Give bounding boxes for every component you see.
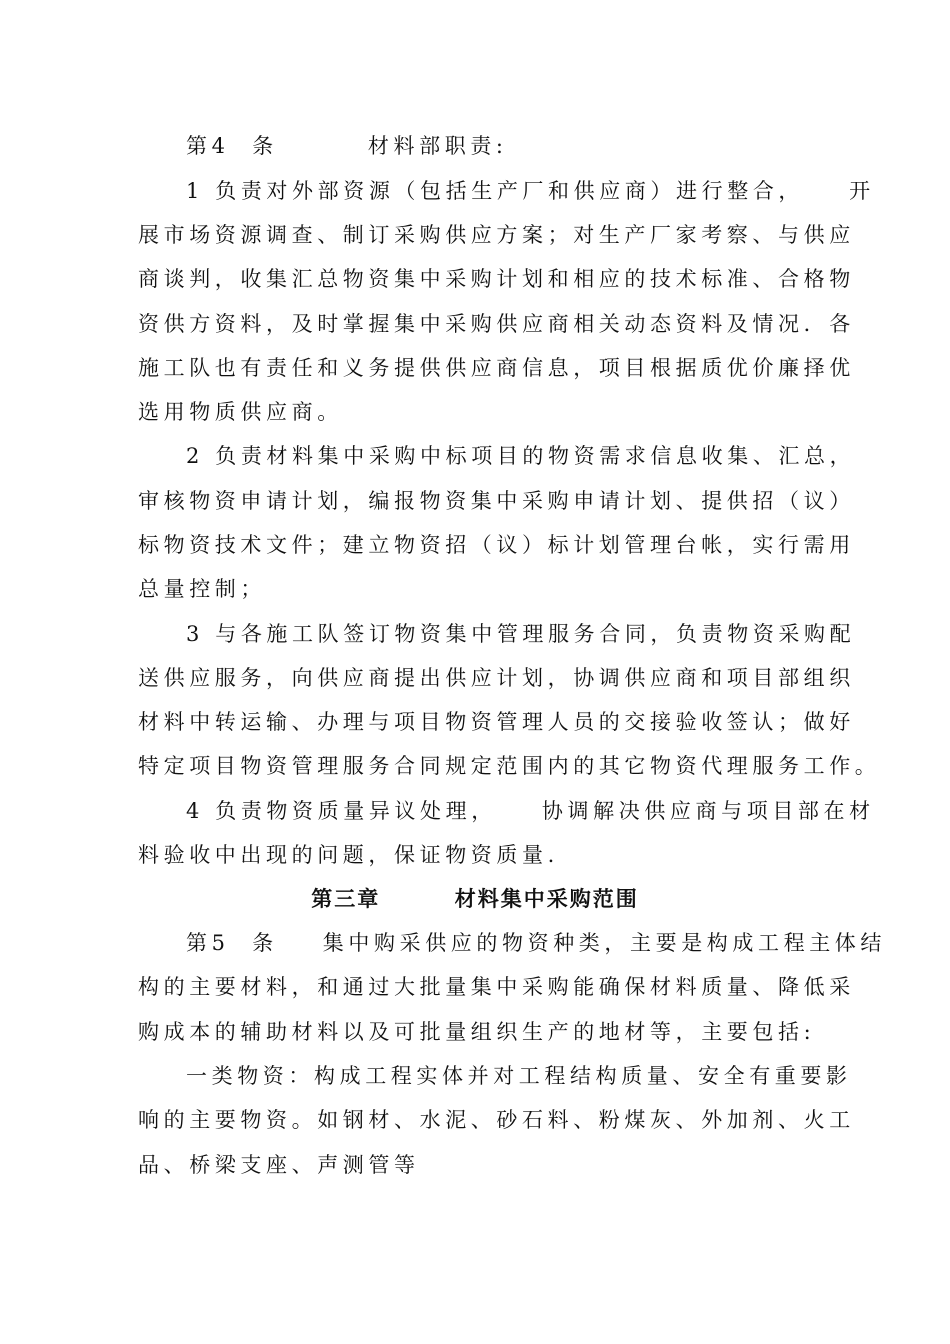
article-4-item-1-line-2: 展市场资源调查、制订采购供应方案；对生产厂家考察、与供应 [138, 223, 855, 247]
category-1-line-2: 响的主要物资。如钢材、水泥、砂石料、粉煤灰、外加剂、火工 [138, 1108, 855, 1132]
article-4-item-1-line-1: 1 负责对外部资源（包括生产厂和供应商）进行整合， 开 [186, 179, 875, 203]
category-1-line-1: 一类物资：构成工程实体并对工程结构质量、安全有重要影 [186, 1064, 852, 1088]
article-4-item-2-line-2: 审核物资申请计划，编报物资集中采购申请计划、提供招（议） [138, 489, 855, 513]
article-4-item-1-line-6: 选用物质供应商。 [138, 400, 343, 424]
article-5-line-2: 构的主要材料，和通过大批量集中采购能确保材料质量、降低采 [138, 975, 855, 999]
article-4-item-4-line-2: 料验收中出现的问题，保证物资质量. [138, 843, 559, 867]
chapter-3-heading: 第三章 材料集中采购范围 [311, 887, 639, 911]
article-4-item-3-line-2: 送供应服务，向供应商提出供应计划，协调供应商和项目部组织 [138, 666, 855, 690]
article-5-line-3: 购成本的辅助材料以及可批量组织生产的地材等，主要包括: [138, 1020, 816, 1044]
article-4-item-3-line-4: 特定项目物资管理服务合同规定范围内的其它物资代理服务工作。 [138, 754, 881, 778]
article-5-line-1: 第5 条 集中购采供应的物资种类，主要是构成工程主体结 [186, 931, 887, 955]
article-4-item-3-line-1: 3 与各施工队签订物资集中管理服务合同，负责物资采购配 [186, 622, 856, 646]
article-4-item-3-line-3: 材料中转运输、办理与项目物资管理人员的交接验收签认；做好 [138, 710, 855, 734]
article-4-item-1-line-4: 资供方资料，及时掌握集中采购供应商相关动态资料及情况．各 [138, 312, 855, 336]
article-4-item-1-line-5: 施工队也有责任和义务提供供应商信息，项目根据质优价廉择优 [138, 356, 855, 380]
article-4-item-4-line-1: 4 负责物资质量异议处理， 协调解决供应商与项目部在材 [186, 799, 875, 823]
article-4-item-2-line-4: 总量控制； [138, 577, 266, 601]
article-4-item-1-line-3: 商谈判，收集汇总物资集中采购计划和相应的技术标准、合格物 [138, 267, 855, 291]
article-4-item-2-line-3: 标物资技术文件；建立物资招（议）标计划管理台帐，实行需用 [138, 533, 855, 557]
category-1-line-3: 品、桥梁支座、声测管等 [138, 1153, 420, 1177]
article-4-item-2-line-1: 2 负责材料集中采购中标项目的物资需求信息收集、汇总， [186, 444, 856, 468]
article-4-title: 第4 条 材料部职责: [186, 134, 508, 158]
